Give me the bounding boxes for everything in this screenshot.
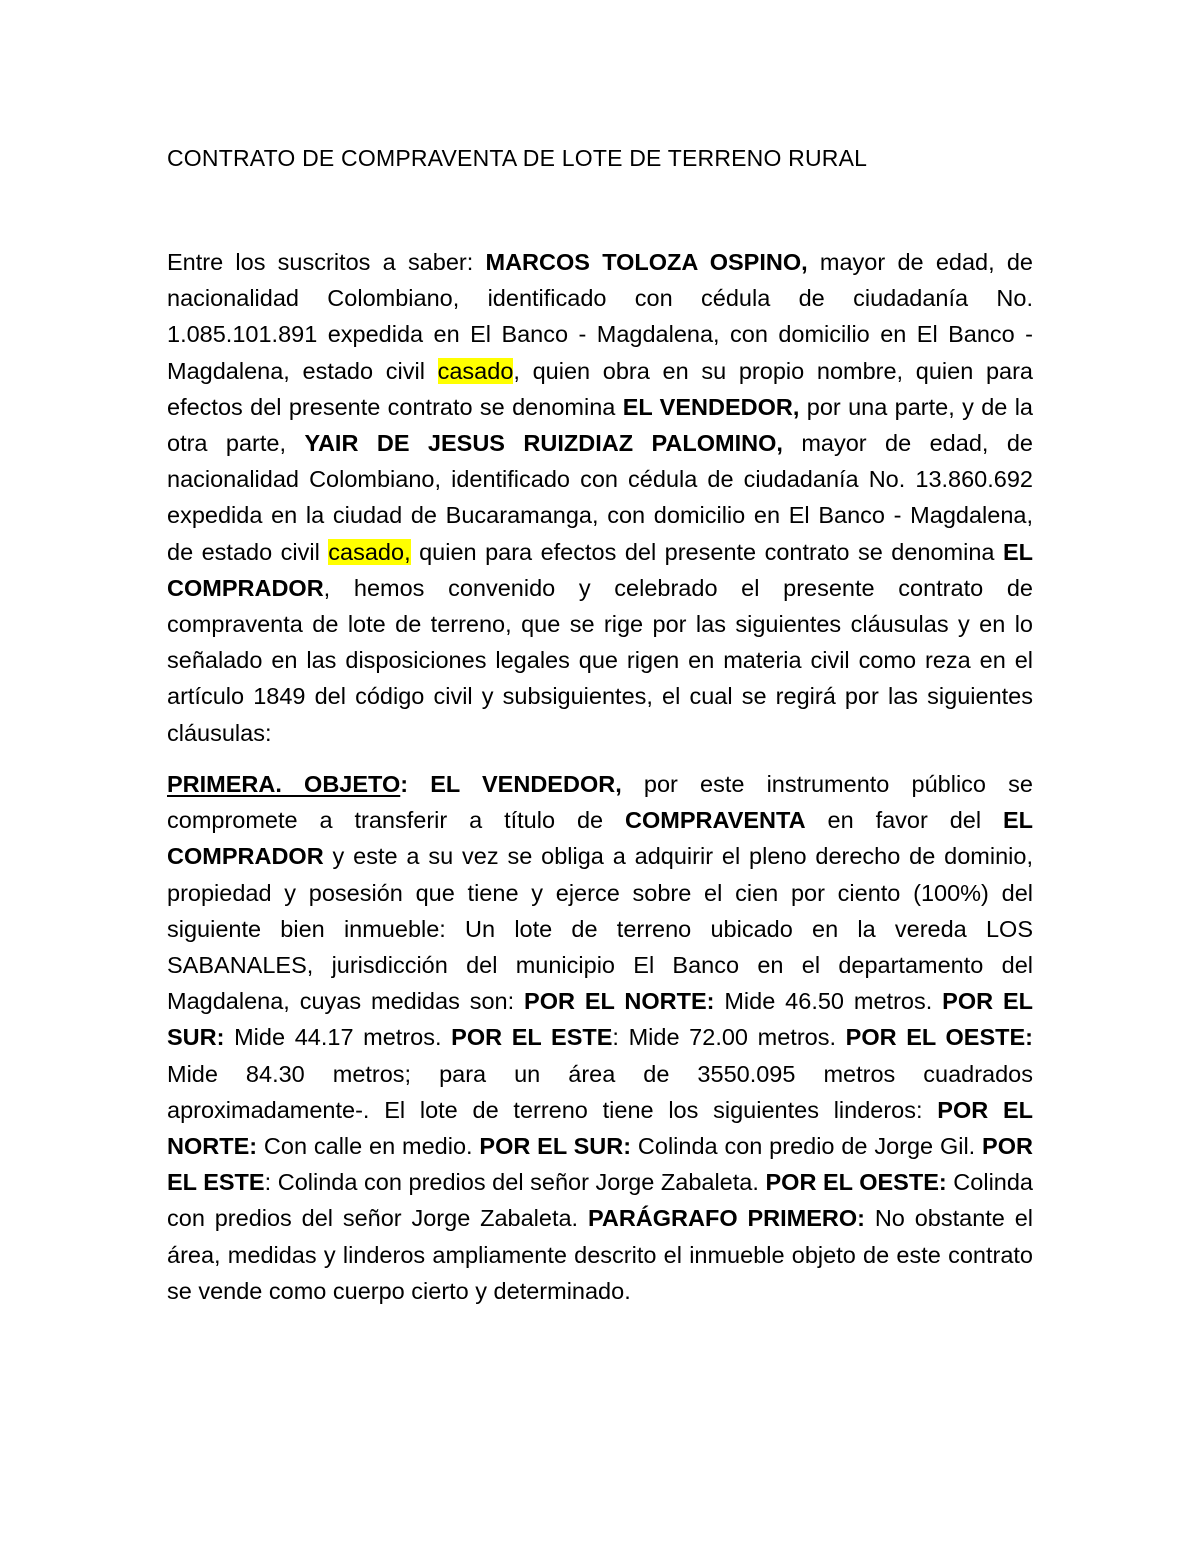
clause-text: Colinda con predio de Jorge Gil.	[631, 1133, 983, 1160]
vendor-name: MARCOS TOLOZA OSPINO,	[485, 249, 808, 275]
intro-paragraph	[167, 244, 1033, 751]
clause-heading-colon: :	[400, 771, 431, 797]
clause-bold: POR EL ESTE	[451, 1024, 613, 1051]
clause-bold: POR EL ESTE	[167, 1133, 1033, 1196]
intro-text: , hemos convenido y celebrado el presente contrato de compraventa de lote de terreno, que se rige por las siguientes cláusulas y en lo señalado en las disposiciones legales que rigen en materia civil como reza en el artículo 1849 del código civil y subsiguientes, el cual se regirá por las siguientes cláusulas:	[167, 574, 1033, 746]
clause-text: Mide 44.17 metros.	[224, 1024, 452, 1051]
buyer-role: EL COMPRADOR	[167, 538, 1033, 601]
clause-text: por este instrumento público se compromete a transferir a título de	[167, 771, 1033, 834]
clause-text: en favor del	[805, 807, 1003, 834]
intro-text: mayor de edad, de nacionalidad Colombiano, identificado con cédula de ciudadanía No. 13.860.692 expedida en la ciudad de Bucaramanga, con domicilio en El Banco - Magdalena, de estado civil	[167, 430, 1033, 565]
clause-primera-paragraph	[167, 766, 1033, 1309]
clause-bold: POR EL OESTE:	[765, 1169, 947, 1196]
clause-text: Mide 46.50 metros.	[714, 988, 943, 1015]
clause-text: : Mide 72.00 metros.	[612, 1024, 846, 1051]
clause-heading: PRIMERA. OBJETO	[167, 771, 401, 797]
intro-text: , quien obra en su propio nombre, quien para efectos del presente contrato se denomina	[167, 357, 1033, 420]
clause-text: : Colinda con predios del señor Jorge Zabaleta.	[264, 1169, 766, 1196]
vendor-civil-status-highlight: casado	[437, 357, 514, 384]
document-title: CONTRATO DE COMPRAVENTA DE LOTE DE TERRENO RURAL	[167, 145, 868, 171]
clause-text: Con calle en medio.	[257, 1133, 480, 1160]
clause-bold: PARÁGRAFO PRIMERO:	[587, 1205, 865, 1232]
clause-bold: POR EL OESTE:	[845, 1024, 1033, 1051]
clause-bold: COMPRAVENTA	[625, 807, 806, 834]
clause-text: Mide 84.30 metros; para un área de 3550.095 metros cuadrados aproximadamente-. El lote de terreno tiene los siguientes linderos:	[167, 1060, 1033, 1123]
clause-bold: EL VENDEDOR,	[430, 771, 622, 797]
buyer-civil-status-highlight: casado,	[328, 538, 411, 565]
clause-bold: EL COMPRADOR	[167, 807, 1034, 870]
clause-text: No obstante el área, medidas y linderos ampliamente descrito el inmueble objeto de este contrato se vende como cuerpo cierto y determinado.	[167, 1205, 1033, 1304]
intro-text: quien para efectos del presente contrato se denomina	[410, 538, 1003, 565]
clause-bold: POR EL NORTE:	[167, 1096, 1034, 1160]
clause-bold: POR EL SUR:	[479, 1133, 632, 1160]
clause-text: Colinda con predios del señor Jorge Zabaleta.	[167, 1169, 1033, 1232]
clause-text: y este a su vez se obliga a adquirir el pleno derecho de dominio, propiedad y posesión que tiene y ejerce sobre el cien por ciento (100%) del siguiente bien inmueble: Un lote de terreno ubicado en la vereda LOS SABANALES, jurisdicción del municipio El Banco en el departamento del Magdalena, cuyas medidas son:	[167, 843, 1033, 1015]
intro-text: por una parte, y de la otra parte,	[167, 393, 1034, 457]
vendor-role: EL VENDEDOR,	[622, 393, 800, 420]
intro-text: Entre los suscritos a saber:	[167, 249, 486, 275]
intro-text: mayor de edad, de nacionalidad Colombiano, identificado con cédula de ciudadanía No. 1.085.101.891 expedida en El Banco - Magdalena, con domicilio en El Banco - Magdalena, estado civil	[167, 249, 1034, 384]
clause-bold: POR EL NORTE:	[524, 988, 715, 1015]
clause-bold: POR EL SUR:	[167, 988, 1033, 1051]
buyer-name: YAIR DE JESUS RUIZDIAZ PALOMINO,	[304, 430, 783, 457]
